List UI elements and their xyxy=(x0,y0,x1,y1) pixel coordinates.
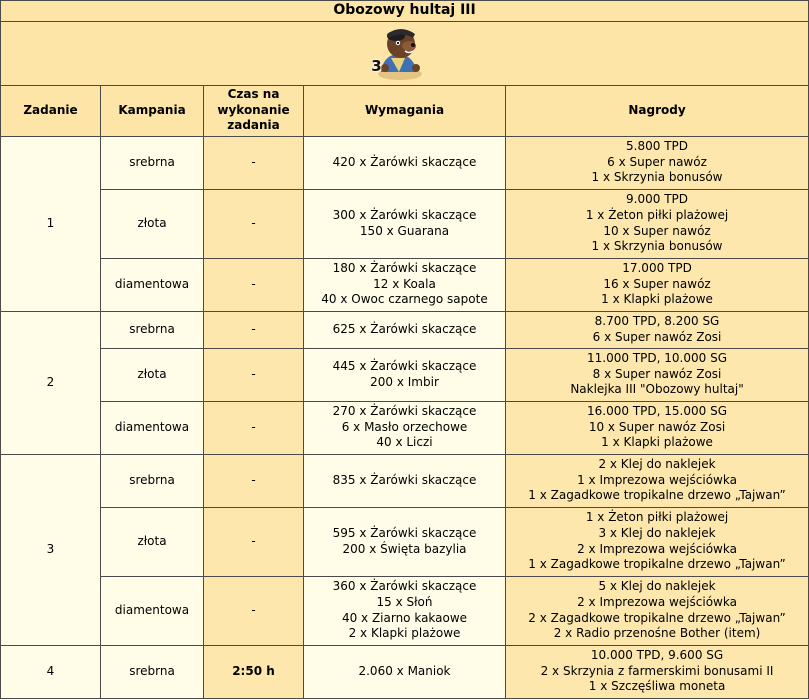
requirement-line: 12 x Koala xyxy=(373,276,436,291)
reward-line: 16.000 TPD, 15.000 SG xyxy=(587,404,727,419)
requirement-line: 360 x Żarówki skaczące xyxy=(332,579,477,594)
table-row xyxy=(1,258,809,311)
task-table-body xyxy=(1,136,809,698)
reward-line: 1 x Klapki plażowe xyxy=(601,292,713,307)
reward-line: 2 x Skrzynia z farmerskimi bonusami II xyxy=(540,663,774,678)
reward-line: 3 x Klej do naklejek xyxy=(598,526,716,540)
level-badge: 3 xyxy=(371,56,382,75)
table-row xyxy=(1,645,809,698)
reward-line: 10.000 TPD, 9.600 SG xyxy=(590,648,724,663)
table-row xyxy=(1,136,809,189)
reward-line: 2 x Zagadkowe tropikalne drzewo „Tajwan” xyxy=(528,610,786,625)
time-cell: - xyxy=(204,258,304,311)
reward-line: 1 x Żeton piłki plażowej xyxy=(585,510,729,525)
requirements-cell xyxy=(304,576,506,645)
table-row xyxy=(1,576,809,645)
reward-line: 1 x Skrzynia bonusów xyxy=(591,239,723,254)
requirement-line: 625 x Żarówki skaczące xyxy=(332,321,477,336)
requirement-line: 15 x Słoń xyxy=(376,595,433,609)
requirement-line: 595 x Żarówki skaczące xyxy=(332,526,477,540)
requirement-line: 445 x Żarówki skaczące xyxy=(332,359,477,373)
requirements-cell xyxy=(304,401,506,454)
reward-line: 9.000 TPD xyxy=(626,192,689,207)
reward-line: 1 x Zagadkowe tropikalne drzewo „Tajwan” xyxy=(528,557,786,572)
requirement-line: 150 x Guarana xyxy=(359,223,450,238)
requirement-line: 200 x Święta bazylia xyxy=(342,541,467,556)
reward-line: 1 x Skrzynia bonusów xyxy=(591,170,723,185)
reward-line: 6 x Super nawóz Zosi xyxy=(592,329,722,344)
character-portrait-icon xyxy=(365,22,429,85)
requirement-line: 6 x Masło orzechowe xyxy=(341,419,468,434)
requirements-cell xyxy=(304,454,506,507)
rewards-cell xyxy=(506,454,809,507)
reward-line: 8 x Super nawóz Zosi xyxy=(592,366,722,381)
reward-line: Naklejka III "Obozowy hultaj" xyxy=(570,382,744,397)
requirement-line: 2 x Klapki plażowe xyxy=(348,626,461,641)
reward-line: 5 x Klej do naklejek xyxy=(598,579,716,594)
requirements-cell xyxy=(304,136,506,189)
character-image-cell xyxy=(1,22,809,86)
reward-line: 1 x Szczęśliwa moneta xyxy=(588,679,726,694)
requirements-cell xyxy=(304,189,506,258)
header-rewards: Nagrody xyxy=(506,85,809,136)
reward-line: 5.800 TPD xyxy=(626,139,689,154)
header-campaign: Kampania xyxy=(101,85,204,136)
requirements-cell xyxy=(304,645,506,698)
requirements-cell xyxy=(304,311,506,348)
table-row xyxy=(1,454,809,507)
table-row xyxy=(1,348,809,401)
rewards-cell xyxy=(506,348,809,401)
campaign-cell: srebrna xyxy=(101,454,204,507)
reward-line: 11.000 TPD, 10.000 SG xyxy=(587,351,727,366)
reward-line: 17.000 TPD xyxy=(622,261,692,276)
requirements-cell xyxy=(304,348,506,401)
requirement-line: 200 x Imbir xyxy=(370,374,439,389)
reward-line: 1 x Zagadkowe tropikalne drzewo „Tajwan” xyxy=(528,488,786,503)
header-task: Zadanie xyxy=(1,85,101,136)
time-cell: - xyxy=(204,454,304,507)
table-header-row xyxy=(1,85,809,136)
reward-line: 6 x Super nawóz xyxy=(607,154,707,169)
table-row xyxy=(1,311,809,348)
requirement-line: 40 x Liczi xyxy=(376,435,433,450)
campaign-cell: srebrna xyxy=(101,136,204,189)
campaign-cell: złota xyxy=(101,348,204,401)
rewards-cell xyxy=(506,189,809,258)
reward-line: 2 x Radio przenośne Bother (item) xyxy=(553,626,761,641)
campaign-cell: diamentowa xyxy=(101,576,204,645)
campaign-cell: srebrna xyxy=(101,645,204,698)
requirement-line: 2.060 x Maniok xyxy=(358,663,451,678)
reward-line: 10 x Super nawóz Zosi xyxy=(588,419,726,434)
requirement-line: 300 x Żarówki skaczące xyxy=(332,208,477,222)
time-cell: - xyxy=(204,311,304,348)
requirement-line: 420 x Żarówki skaczące xyxy=(332,154,477,169)
campaign-cell: diamentowa xyxy=(101,401,204,454)
requirement-line: 270 x Żarówki skaczące xyxy=(332,404,477,419)
rewards-cell xyxy=(506,507,809,576)
header-requirements: Wymagania xyxy=(304,85,506,136)
time-cell: - xyxy=(204,401,304,454)
reward-line: 1 x Żeton piłki plażowej xyxy=(585,208,729,222)
task-number-cell: 1 xyxy=(1,136,101,311)
requirement-line: 835 x Żarówki skaczące xyxy=(332,472,477,487)
time-cell: - xyxy=(204,348,304,401)
reward-line: 2 x Klej do naklejek xyxy=(598,457,716,472)
task-number-cell: 3 xyxy=(1,454,101,645)
requirement-line: 180 x Żarówki skaczące xyxy=(332,261,477,276)
task-number-cell: 4 xyxy=(1,645,101,698)
campaign-cell: złota xyxy=(101,507,204,576)
reward-line: 1 x Klapki plażowe xyxy=(601,435,713,450)
reward-line: 2 x Imprezowa wejściówka xyxy=(577,541,737,556)
rewards-cell xyxy=(506,258,809,311)
reward-line: 2 x Imprezowa wejściówka xyxy=(577,595,737,609)
requirements-cell xyxy=(304,507,506,576)
reward-line: 16 x Super nawóz xyxy=(603,276,711,291)
campaign-cell: diamentowa xyxy=(101,258,204,311)
rewards-cell xyxy=(506,645,809,698)
reward-line: 10 x Super nawóz xyxy=(603,223,711,238)
table-title: Obozowy hultaj III xyxy=(1,1,809,22)
reward-line: 1 x Imprezowa wejściówka xyxy=(577,472,737,487)
time-cell: - xyxy=(204,189,304,258)
header-time: Czas na wykonanie zadania xyxy=(204,85,304,136)
time-cell: - xyxy=(204,576,304,645)
campaign-cell: srebrna xyxy=(101,311,204,348)
time-cell: - xyxy=(204,136,304,189)
time-cell: 2:50 h xyxy=(204,645,304,698)
requirement-line: 40 x Owoc czarnego sapote xyxy=(321,292,488,307)
task-number-cell: 2 xyxy=(1,311,101,454)
table-row xyxy=(1,507,809,576)
rewards-cell xyxy=(506,401,809,454)
table-row xyxy=(1,401,809,454)
time-cell: - xyxy=(204,507,304,576)
reward-line: 8.700 TPD, 8.200 SG xyxy=(594,314,720,328)
campaign-cell: złota xyxy=(101,189,204,258)
rewards-cell xyxy=(506,136,809,189)
table-row xyxy=(1,189,809,258)
rewards-cell xyxy=(506,311,809,348)
requirement-line: 40 x Ziarno kakaowe xyxy=(341,610,468,625)
requirements-cell xyxy=(304,258,506,311)
rewards-cell xyxy=(506,576,809,645)
